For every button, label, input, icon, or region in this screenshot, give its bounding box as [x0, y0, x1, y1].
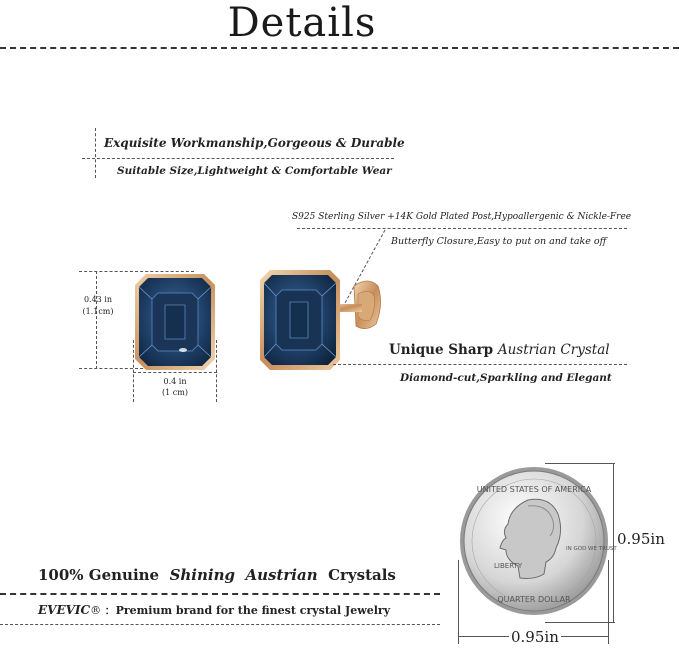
coin-liberty: LIBERTY	[494, 562, 523, 570]
dim-horizontal	[133, 372, 217, 373]
feature-cut: Diamond-cut,Sparkling and Elegant	[400, 372, 612, 384]
earring-front-image	[134, 273, 216, 371]
coin-height-label: 0.95in	[617, 530, 665, 548]
height-in-label: 0.43 in	[83, 295, 113, 304]
brand-mark: ®	[90, 604, 102, 617]
crystal-emph: Austrian Crystal	[497, 342, 610, 358]
page-title: Details	[227, 0, 377, 46]
tagline-part3: Austrian	[245, 566, 318, 584]
width-in-label: 0.4 in	[163, 377, 187, 386]
tagline-part2: Shining	[169, 566, 235, 584]
brand-divider	[0, 624, 440, 625]
quarter-coin-image	[458, 462, 617, 624]
feature-crystal	[389, 342, 610, 358]
bracket-line	[95, 128, 96, 178]
tagline	[38, 566, 396, 584]
title-divider	[0, 47, 679, 49]
coin-right-guide	[608, 560, 609, 644]
crystal-divider	[333, 364, 627, 365]
feature-closure: Butterfly Closure,Easy to put on and take off	[391, 236, 607, 247]
tagline-part1: 100% Genuine	[38, 566, 160, 584]
coin-bottom-guide	[545, 622, 615, 623]
coin-bottom-text: QUARTER DOLLAR	[497, 595, 571, 604]
feature-divider	[82, 158, 394, 159]
height-cm-label: (1.1cm)	[82, 307, 114, 316]
brand-line	[38, 602, 390, 618]
coin-width-label: 0.95in	[511, 628, 559, 646]
crystal-prefix: Unique Sharp	[389, 342, 494, 358]
coin-top-text: UNITED STATES OF AMERICA	[476, 485, 592, 494]
tagline-divider	[0, 593, 440, 595]
dim-right-guide	[216, 340, 217, 402]
coin-height-line	[613, 463, 614, 623]
feature-size: Suitable Size,Lightweight & Comfortable Wear	[117, 165, 392, 177]
width-cm-label: (1 cm)	[162, 388, 188, 397]
earring-side-image	[258, 266, 386, 374]
coin-left-guide	[458, 560, 459, 644]
feature-post: S925 Sterling Silver +14K Gold Plated Post,Hypoallergenic & Nickle-Free	[292, 212, 632, 222]
coin-motto: IN GOD WE TRUST	[566, 546, 617, 552]
brand-name: EVEVIC	[38, 603, 91, 617]
brand-text: ：Premium brand for the finest crystal Jewelry	[104, 604, 391, 617]
feature-workmanship: Exquisite Workmanship,Gorgeous & Durable	[104, 136, 405, 150]
coin-top-guide	[545, 463, 615, 464]
dim-vertical	[96, 271, 97, 369]
tagline-part4: Crystals	[328, 566, 396, 584]
